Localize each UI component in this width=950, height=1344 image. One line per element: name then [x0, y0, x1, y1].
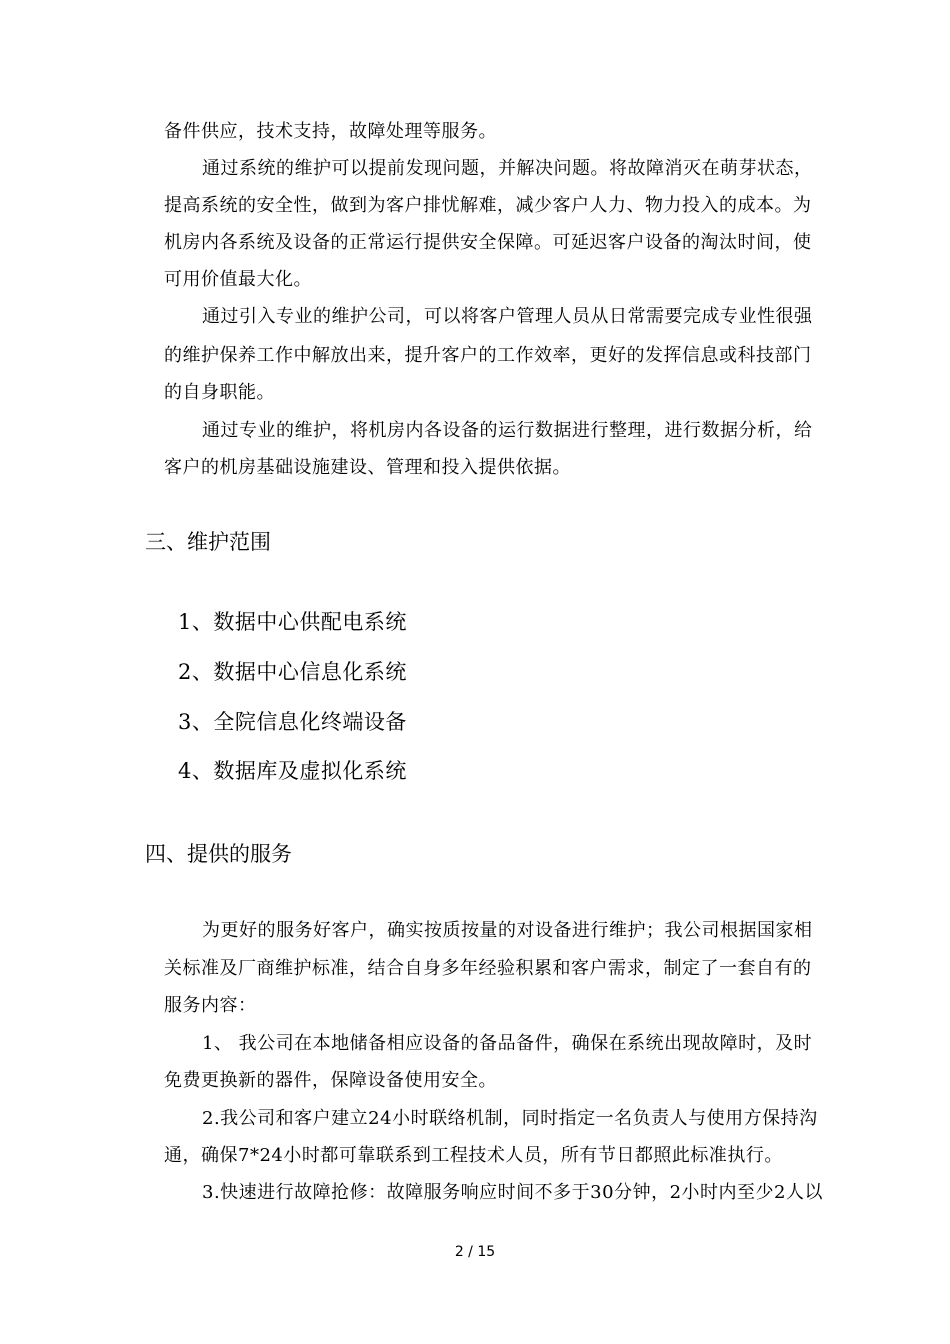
paragraph-line: 通过系统的维护可以提前发现问题，并解决问题。将故障消灭在萌芽状态， [202, 158, 813, 179]
scope-list-item: 4、数据库及虚拟化系统 [178, 759, 407, 783]
service-line: 2.我公司和客户建立24小时联络机制，同时指定一名负责人与使用方保持沟 [202, 1108, 818, 1129]
section-heading: 三、维护范围 [145, 530, 271, 554]
paragraph-line: 可用价值最大化。 [164, 269, 312, 290]
paragraph-line: 通过专业的维护，将机房内各设备的运行数据进行整理，进行数据分析，给 [202, 420, 813, 441]
scope-list-item: 1、数据中心供配电系统 [178, 610, 407, 634]
paragraph-line: 通过引入专业的维护公司，可以将客户管理人员从日常需要完成专业性很强 [202, 306, 813, 327]
service-line: 服务内容： [164, 995, 257, 1016]
service-line: 1、 我公司在本地储备相应设备的备品备件，确保在系统出现故障时，及时 [202, 1033, 813, 1054]
paragraph-line: 备件供应，技术支持，故障处理等服务。 [164, 121, 497, 142]
paragraph-line: 提高系统的安全性，做到为客户排忧解难，减少客户人力、物力投入的成本。为 [164, 195, 812, 216]
scope-list-item: 3、全院信息化终端设备 [178, 710, 407, 734]
service-line: 通，确保7*24小时都可靠联系到工程技术人员，所有节日都照此标准执行。 [164, 1145, 783, 1166]
paragraph-line: 客户的机房基础设施建设、管理和投入提供依据。 [164, 457, 571, 478]
paragraph-line: 机房内各系统及设备的正常运行提供安全保障。可延迟客户设备的淘汰时间，使 [164, 232, 812, 253]
service-line: 关标准及厂商维护标准，结合自身多年经验积累和客户需求，制定了一套自有的 [164, 958, 812, 979]
service-line: 免费更换新的器件，保障设备使用安全。 [164, 1070, 497, 1091]
section-heading: 四、提供的服务 [145, 842, 292, 866]
page-number: 2 / 15 [454, 1244, 496, 1260]
scope-list-item: 2、数据中心信息化系统 [178, 660, 407, 684]
service-line: 3.快速进行故障抢修：故障服务响应时间不多于30分钟，2小时内至少2人以 [202, 1182, 823, 1203]
paragraph-line: 的自身职能。 [164, 382, 275, 403]
paragraph-line: 的维护保养工作中解放出来，提升客户的工作效率，更好的发挥信息或科技部门 [164, 345, 812, 366]
service-line: 为更好的服务好客户，确实按质按量的对设备进行维护；我公司根据国家相 [202, 920, 813, 941]
